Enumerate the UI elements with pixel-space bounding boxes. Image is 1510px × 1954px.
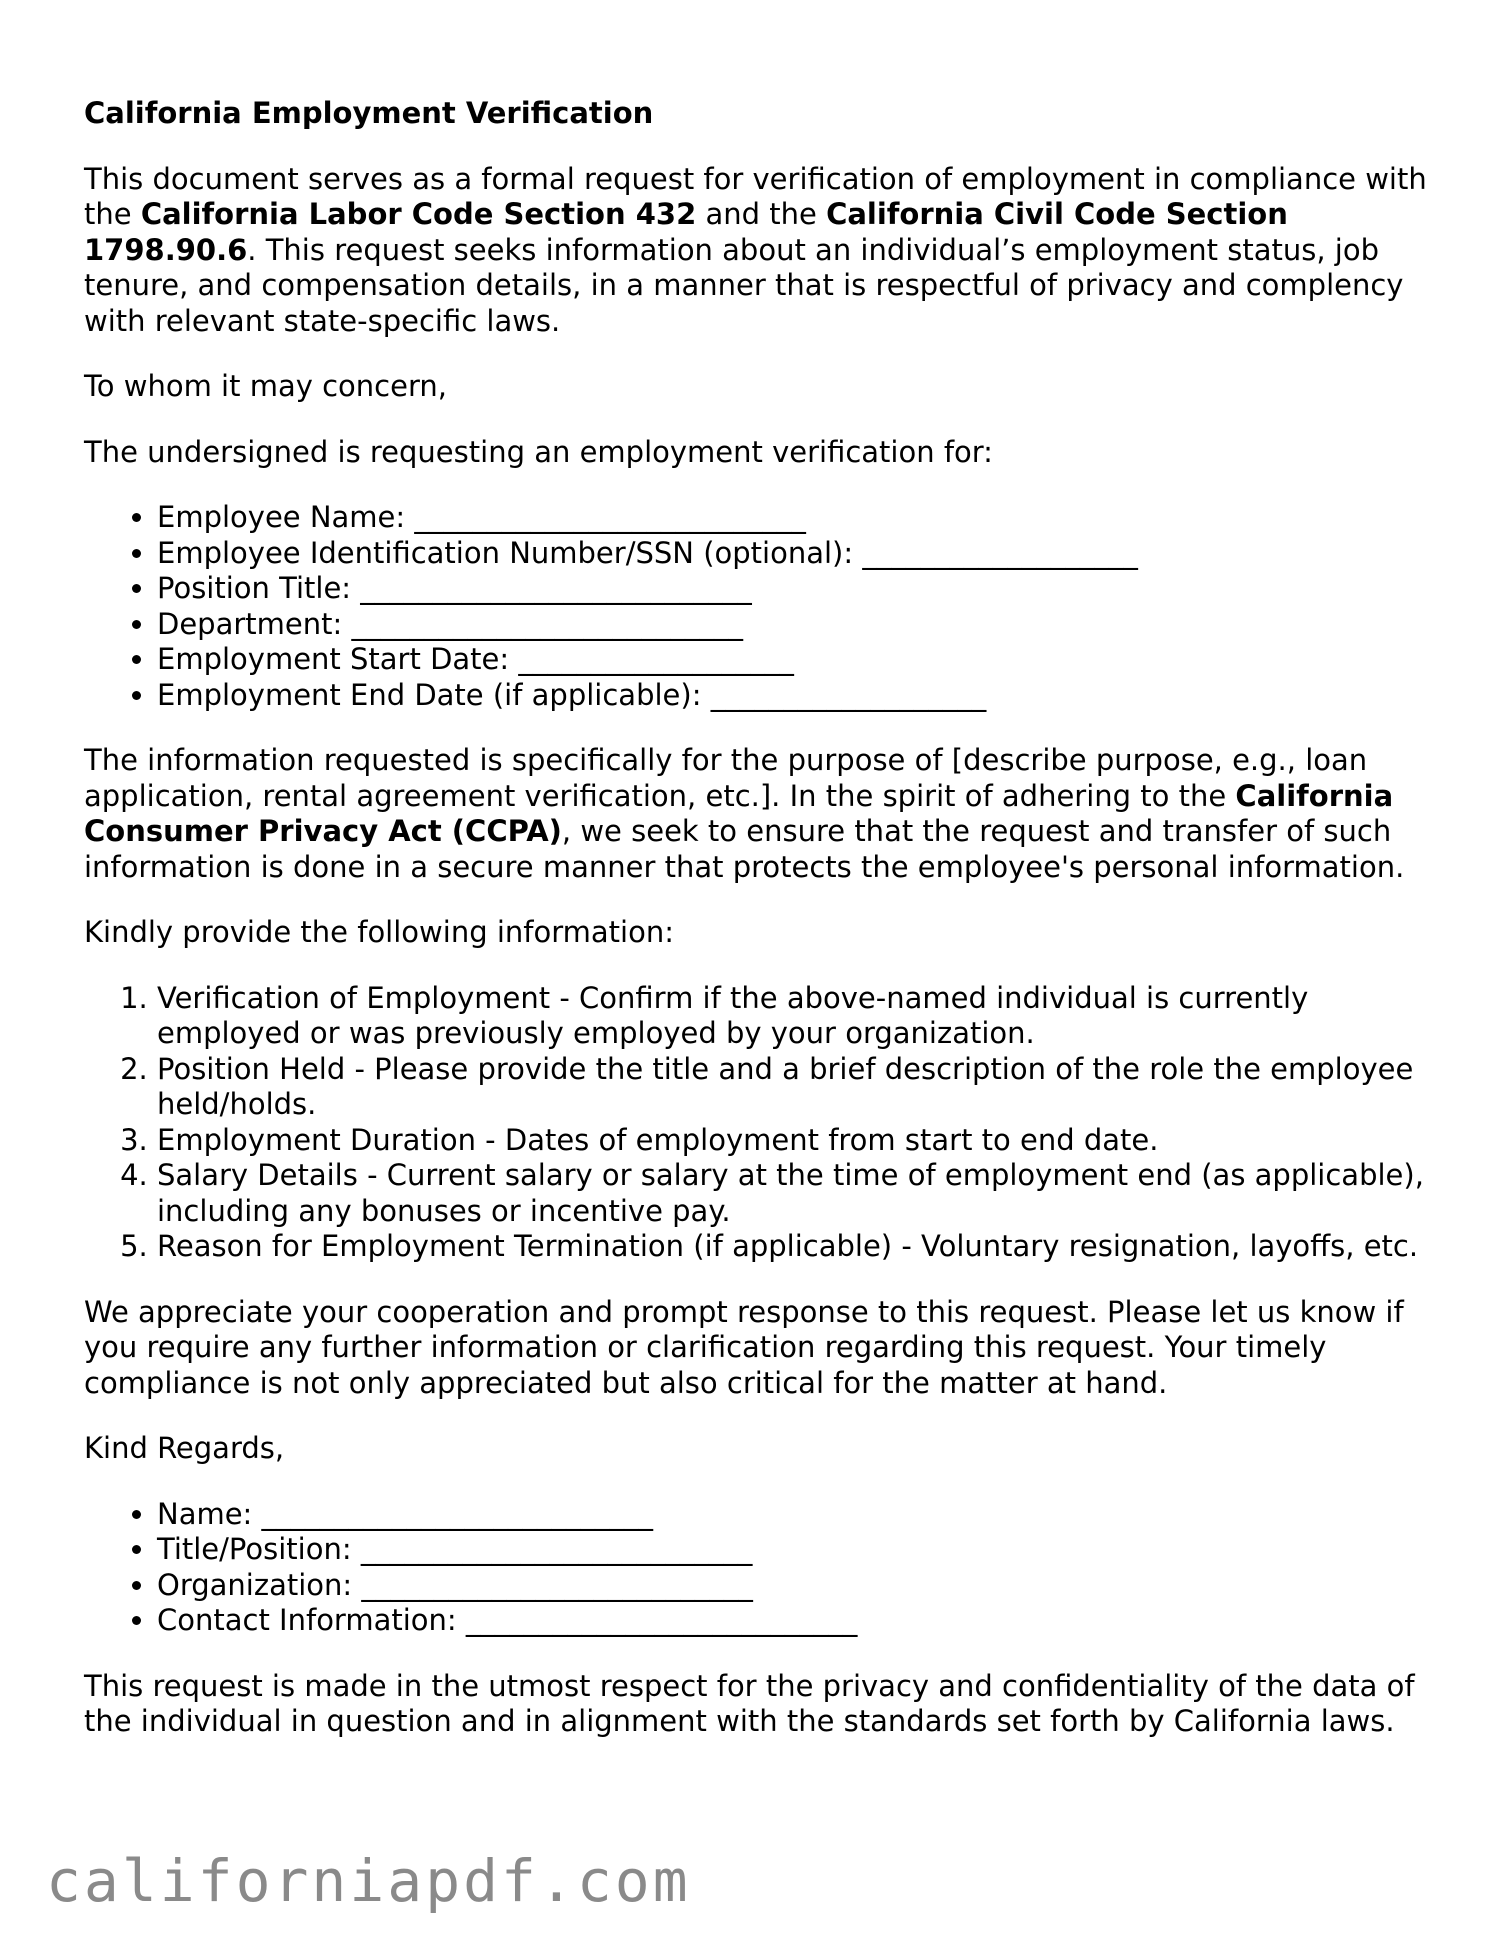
list-item xyxy=(157,607,1444,643)
fill-in-blank: ___________________________ xyxy=(351,606,743,641)
requested-items-list xyxy=(84,981,1444,1265)
field-label: Department: xyxy=(157,606,343,641)
appreciation-paragraph: We appreciate your cooperation and prompt response to this request. Please let us know if you require any further information or clarification regarding this request. Your timely compliance is not only appreciated but also critical for the matter at hand. xyxy=(84,1294,1404,1400)
list-item: 1. Verification of Employment - Confirm if the above-named individual is currently employed or was previously employed by your organization. xyxy=(157,981,1444,1052)
salutation: To whom it may concern, xyxy=(84,369,447,403)
fill-in-blank: ___________________ xyxy=(862,535,1138,570)
purpose-text-1: The information requested is specifically for the purpose of [describe purpose, e.g., loan application, rental agreement verification, etc.]. In the spirit of adhering to the xyxy=(84,743,1368,813)
list-item: 3. Employment Duration - Dates of employment from start to end date. xyxy=(157,1123,1444,1159)
field-label: Position Title: xyxy=(157,571,352,605)
list-item xyxy=(157,1532,1444,1568)
list-item: 4. Salary Details - Current salary or salary at the time of employment end (as applicable), including any bonuses or incentive pay. xyxy=(157,1158,1444,1229)
fill-in-blank: ___________________________ xyxy=(360,1532,753,1566)
intro-bold-labor-code: California Labor Code Section 432 xyxy=(140,197,697,231)
document-page xyxy=(84,96,1444,1770)
purpose-bold-ccpa: California Consumer Privacy Act (CCPA) xyxy=(84,778,1394,848)
field-label: Employee Identification Number/SSN (optional): xyxy=(157,535,854,570)
field-label: Contact Information: xyxy=(157,1603,457,1637)
fill-in-blank: ___________________________ xyxy=(261,1496,654,1531)
fill-in-blank: ___________________ xyxy=(518,642,794,676)
signer-fields-list xyxy=(84,1497,1444,1639)
intro-bold-civil-code: California Civil Code Section 1798.90.6 xyxy=(84,197,1288,267)
purpose-text-2: , we seek to ensure that the request and transfer of such information is done in a secure manner that protects the employee's personal information. xyxy=(84,814,1405,884)
list-item: 2. Position Held - Please provide the title and a brief description of the role the employee held/holds. xyxy=(157,1052,1444,1123)
purpose-paragraph xyxy=(84,743,1444,885)
fill-in-blank: ___________________________ xyxy=(361,1567,753,1602)
field-label: Organization: xyxy=(157,1567,353,1602)
employee-fields-list xyxy=(84,500,1444,713)
document-title: California Employment Verification xyxy=(84,96,654,130)
list-item xyxy=(157,1603,1444,1639)
intro-paragraph xyxy=(84,162,1444,340)
fill-in-blank: ___________________ xyxy=(710,677,987,712)
fill-in-blank: ___________________________ xyxy=(414,500,806,534)
fill-in-blank: ___________________________ xyxy=(465,1603,858,1637)
closing: Kind Regards, xyxy=(84,1431,285,1465)
watermark: californiapdf.com xyxy=(46,1847,691,1915)
list-item xyxy=(157,642,1444,678)
field-label: Title/Position: xyxy=(157,1532,352,1566)
field-label: Name: xyxy=(157,1496,253,1531)
fill-in-blank: ___________________________ xyxy=(360,571,752,605)
final-note: This request is made in the utmost respect for the privacy and confidentiality of the data of the individual in question and in alignment with the standards set forth by California laws. xyxy=(84,1668,1415,1738)
list-item xyxy=(157,1568,1444,1604)
intro-text-2: and the xyxy=(696,197,827,231)
field-label: Employment End Date (if applicable): xyxy=(157,677,702,712)
intro-text-3: . This request seeks information about an individual’s employment status, job tenure, and compensation details, in a manner that is respectful of privacy and complency with relevant state-specific laws. xyxy=(84,232,1404,338)
intro-text-1: This document serves as a formal request for verification of employment in compliance with the xyxy=(84,161,1427,231)
list-item xyxy=(157,500,1444,536)
list-item xyxy=(157,536,1444,572)
provide-line: Kindly provide the following information: xyxy=(84,915,674,949)
list-item xyxy=(157,571,1444,607)
request-line: The undersigned is requesting an employment verification for: xyxy=(84,434,993,469)
field-label: Employee Name: xyxy=(157,500,406,534)
list-item: 5. Reason for Employment Termination (if applicable) - Voluntary resignation, layoffs, etc. xyxy=(157,1229,1444,1265)
field-label: Employment Start Date: xyxy=(157,642,510,676)
list-item xyxy=(157,678,1444,714)
list-item xyxy=(157,1497,1444,1533)
